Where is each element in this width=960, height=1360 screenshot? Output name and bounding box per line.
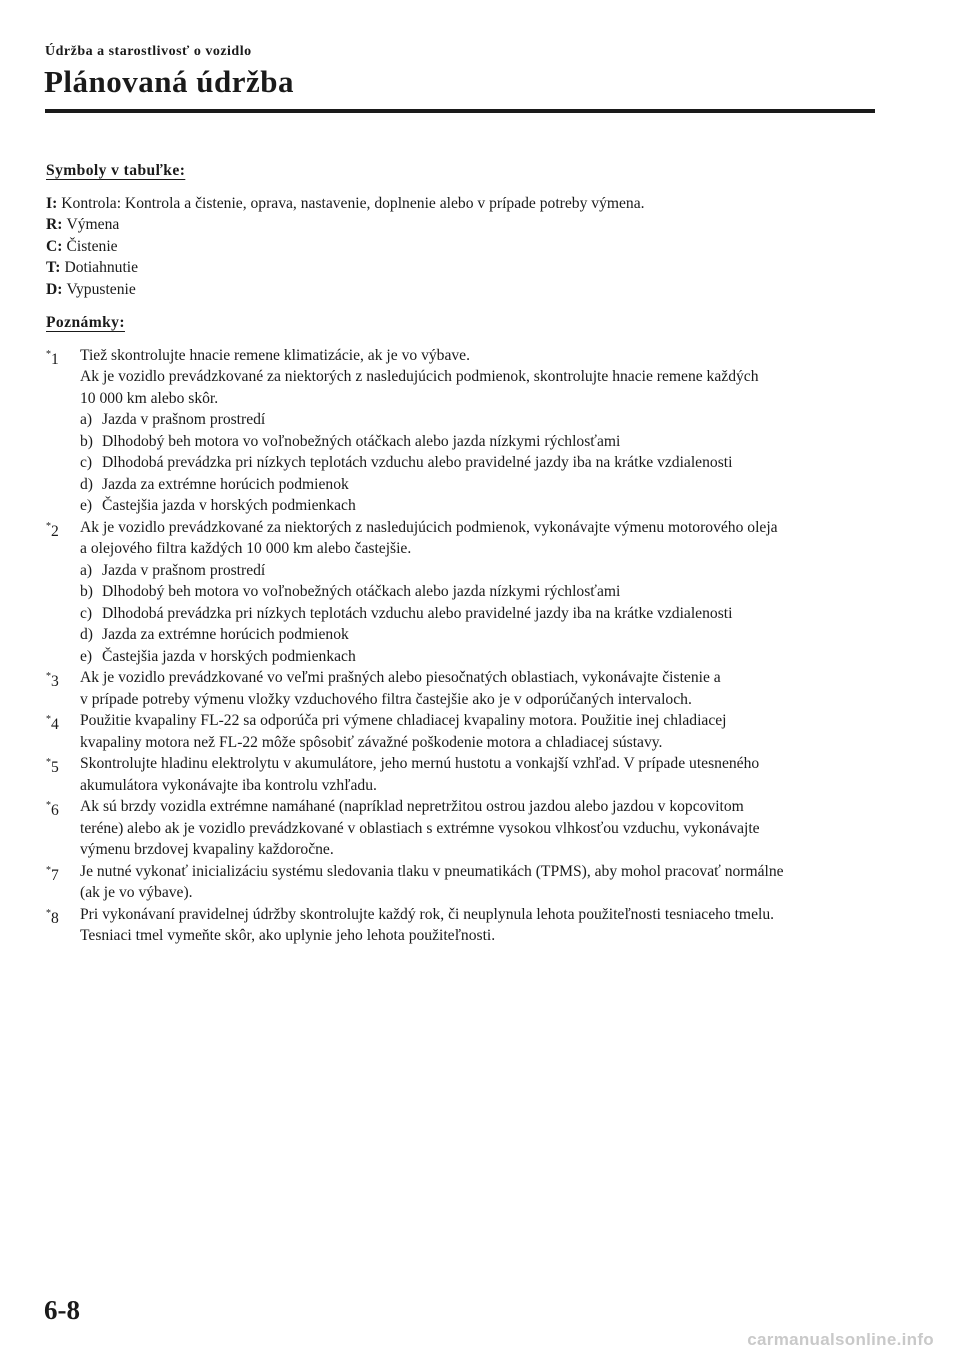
condition-item: b) Dlhodobý beh motora vo voľnobežných otáčkach alebo jazda nízkymi rýchlosťami: [80, 432, 621, 450]
note-marker: *8: [46, 907, 59, 927]
note-line: v prípade potreby výmenu vložky vzduchového filtra častejšie ako je v odporúčaných intervaloch.: [80, 690, 692, 708]
note-marker: *5: [46, 757, 59, 777]
condition-item: e) Častejšia jazda v horských podmienkach: [80, 647, 356, 665]
note-line: akumulátora vykonávajte iba kontrolu vzhľadu.: [80, 776, 377, 794]
note-line: Pri vykonávaní pravidelnej údržby skontrolujte každý rok, či neuplynula lehota použiteľnosti tesniaceho tmelu.: [80, 905, 775, 923]
note-line: (ak je vo výbave).: [80, 884, 193, 901]
symbol-text: Výmena: [66, 216, 120, 233]
note-marker: *2: [46, 520, 59, 540]
symbol-key: C:: [46, 237, 63, 255]
watermark: carmanualsonline.info: [747, 1330, 934, 1349]
note-line: Ak je vozidlo prevádzkované za niektorých z nasledujúcich podmienok, skontrolujte hnacie remene každých: [80, 368, 759, 385]
note-marker: *6: [46, 800, 59, 820]
symbols-heading: Symboly v tabuľke:: [46, 162, 186, 179]
symbol-key: D:: [46, 280, 63, 298]
condition-item: d) Jazda za extrémne horúcich podmienok: [80, 475, 349, 493]
note-1: [46, 345, 878, 517]
page-title: Plánovaná údržba: [44, 64, 295, 99]
symbol-row: [46, 236, 878, 258]
symbols-list: [46, 193, 878, 301]
symbol-row: [46, 279, 878, 301]
symbol-key: T:: [46, 259, 61, 276]
symbol-text: Vypustenie: [66, 280, 136, 298]
condition-item: a) Jazda v prašnom prostredí: [80, 561, 266, 579]
note-line: Ak je vozidlo prevádzkované vo veľmi prašných alebo piesočnatých oblastiach, vykonávajte čistenie a: [80, 669, 721, 686]
note-line: výmenu brzdovej kvapaliny každoročne.: [80, 841, 334, 858]
condition-item: e) Častejšia jazda v horských podmienkach: [80, 497, 356, 514]
note-marker: *3: [46, 671, 59, 691]
section-label: Údržba a starostlivosť o vozidlo: [45, 44, 252, 59]
note-line: teréne) alebo ak je vozidlo prevádzkované v oblastiach s extrémne vysokou vlhkosťou vzduchu, vykonávajte: [80, 819, 760, 837]
note-line: Použitie kvapaliny FL-22 sa odporúča pri výmene chladiacej kvapaliny motora. Použitie inej chladiacej: [80, 712, 727, 729]
note-3: [46, 667, 878, 710]
note-8: [46, 904, 878, 947]
note-line: 10 000 km alebo skôr.: [80, 389, 219, 407]
note-line: Ak sú brzdy vozidla extrémne namáhané (napríklad nepretržitou ostrou jazdou alebo jazdou v kopcovitom: [80, 798, 744, 815]
note-line: a olejového filtra každých 10 000 km alebo častejšie.: [80, 540, 412, 557]
title-rule: [45, 109, 875, 113]
note-marker: *7: [46, 864, 59, 884]
condition-item: b) Dlhodobý beh motora vo voľnobežných otáčkach alebo jazda nízkymi rýchlosťami: [80, 583, 621, 600]
note-line: Tiež skontrolujte hnacie remene klimatizácie, ak je vo výbave.: [80, 346, 470, 364]
symbol-row: [46, 214, 878, 236]
note-marker: *4: [46, 714, 59, 734]
symbol-key: R:: [46, 216, 63, 233]
notes-list: [46, 345, 878, 947]
note-2: [46, 517, 878, 668]
page-number: 6-8: [44, 1295, 80, 1325]
symbol-text: Kontrola: Kontrola a čistenie, oprava, nastavenie, doplnenie alebo v prípade potreby výmena.: [61, 194, 645, 212]
note-line: Ak je vozidlo prevádzkované za niektorých z nasledujúcich podmienok, vykonávajte výmenu motorového oleja: [80, 518, 778, 536]
condition-item: c) Dlhodobá prevádzka pri nízkych teplotách vzduchu alebo pravidelné jazdy iba na krátke vzdialenosti: [80, 604, 733, 622]
note-7: [46, 861, 878, 904]
symbol-row: [46, 257, 878, 279]
note-6: [46, 796, 878, 861]
note-line: Skontrolujte hladinu elektrolytu v akumulátore, jeho mernú hustotu a vonkajší vzhľad. V prípade utesneného: [80, 755, 760, 772]
condition-item: c) Dlhodobá prevádzka pri nízkych teplotách vzduchu alebo pravidelné jazdy iba na krátke vzdialenosti: [80, 454, 733, 471]
condition-item: d) Jazda za extrémne horúcich podmienok: [80, 626, 349, 643]
content: [46, 160, 878, 947]
note-5: [46, 753, 878, 796]
note-line: Je nutné vykonať inicializáciu systému sledovania tlaku v pneumatikách (TPMS), aby mohol pracovať normálne: [80, 862, 784, 880]
notes-heading: Poznámky:: [46, 314, 125, 331]
note-line: kvapaliny motora než FL-22 môže spôsobiť závažné poškodenie motora a chladiacej sústavy.: [80, 733, 663, 751]
note-line: Tesniaci tmel vymeňte skôr, ako uplynie jeho lehota použiteľnosti.: [80, 927, 496, 944]
condition-item: a) Jazda v prašnom prostredí: [80, 411, 266, 428]
symbol-text: Čistenie: [66, 237, 118, 255]
symbol-text: Dotiahnutie: [64, 259, 139, 276]
note-marker: *1: [46, 348, 59, 368]
symbol-key: I:: [46, 194, 58, 212]
note-4: [46, 710, 878, 753]
symbol-row: [46, 193, 878, 215]
